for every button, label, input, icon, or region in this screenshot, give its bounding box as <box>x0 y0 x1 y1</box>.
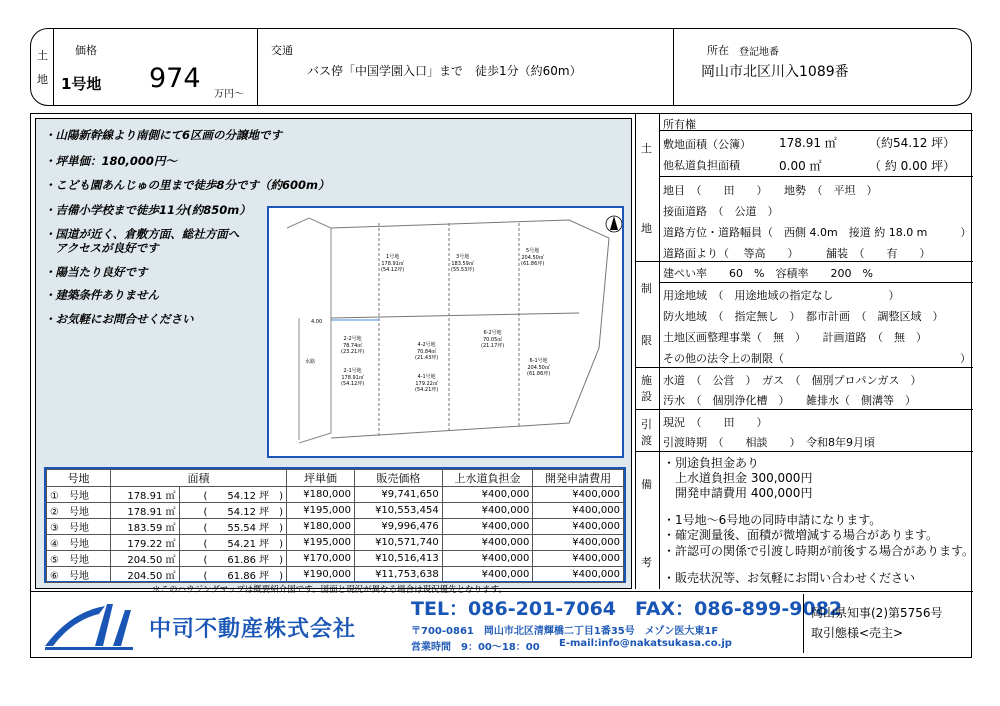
property-details <box>635 114 973 589</box>
tsubo-cell: ( 54.21 坪 ) <box>179 535 287 551</box>
lot-no-cell: ① 号地 <box>47 487 111 503</box>
business-hours: 営業時間 9：00～18：00 <box>411 642 540 653</box>
area-cell: 204.50 ㎡ <box>111 567 180 583</box>
price-cell: ¥9,741,650 <box>355 487 443 503</box>
dev-fee-cell: ¥400,000 <box>533 567 624 583</box>
unit-price-cell: ¥180,000 <box>287 487 355 503</box>
price-unit: 万円～ <box>214 89 244 100</box>
area-cell: 179.22 ㎡ <box>111 535 180 551</box>
feature-item: ・山陽新幹線より南側にて6区画の分譲地です <box>44 128 282 142</box>
divider <box>635 261 973 262</box>
divider <box>635 409 973 410</box>
lot-no-cell: ④ 号地 <box>47 535 111 551</box>
tsubo-cell: ( 54.12 坪 ) <box>179 503 287 519</box>
price-value: 974 <box>149 63 201 94</box>
section-label: 備 <box>641 478 652 491</box>
dev-fee-cell: ¥400,000 <box>533 503 624 519</box>
water-gas: 水道 （ 公営 ） ガス （ 個別プロパンガス ） <box>663 374 922 387</box>
table-row <box>47 487 624 503</box>
table-row <box>47 567 624 583</box>
tsubo-cell: ( 55.54 坪 ) <box>179 519 287 535</box>
contact-email: E-mail:info@nakatsukasa.co.jp <box>559 638 732 649</box>
other-laws: その他の法令上の制限（ ） <box>663 352 971 365</box>
water-fee-cell: ¥400,000 <box>442 567 533 583</box>
sewer: 汚水 （ 個別浄化槽 ） 雑排水（ 側溝等 ） <box>663 394 916 407</box>
water-fee-cell: ¥400,000 <box>442 503 533 519</box>
area-cell: 204.50 ㎡ <box>111 551 180 567</box>
lot-no-cell: ⑤ 号地 <box>47 551 111 567</box>
feature-item: ・坪単価：180,000円～ <box>44 154 177 168</box>
area-cell: 178.91 ㎡ <box>111 487 180 503</box>
road-direction: 道路方位・道路幅員（ 西側 4.0m 接道 約 18.0 m ） <box>663 226 972 239</box>
feature-item: ・吉備小学校まで徒歩11分(約850m） <box>44 203 251 217</box>
feature-item: アクセスが良好です <box>44 241 159 255</box>
column-header: 坪単価 <box>287 470 355 487</box>
tsubo-cell: ( 54.12 坪 ) <box>179 487 287 503</box>
remark-line: ・別途負担金あり <box>663 456 760 470</box>
lot-no-cell: ③ 号地 <box>47 519 111 535</box>
water-fee-cell: ¥400,000 <box>442 535 533 551</box>
location-sublabel: 登記地番 <box>739 47 779 58</box>
private-road-area: 0.00 ㎡ <box>779 159 822 173</box>
private-road-tsubo: （ 約 0.00 坪） <box>869 159 956 173</box>
road-height: 道路面より（ 等高 ） 舗装 （ 有 ） <box>663 247 931 260</box>
divider <box>659 130 973 131</box>
column-header: 販売価格 <box>355 470 443 487</box>
price-cell: ¥10,553,454 <box>355 503 443 519</box>
access-value: バス停「中国学園入口」まで 徒歩1分（約60m） <box>307 64 582 78</box>
current-status: 現況 （ 田 ） <box>663 416 768 429</box>
dev-fee-cell: ¥400,000 <box>533 487 624 503</box>
section-label: 施 <box>641 374 652 387</box>
company-logo-icon <box>43 600 135 652</box>
section-label: 限 <box>641 334 652 347</box>
feature-item: ・こども園あんじゅの里まで徒歩8分です（約600m） <box>44 178 330 192</box>
remark-line: ・1号地～6号地の同時申請になります。 <box>663 513 882 527</box>
license-number: 岡山県知事(2)第5756号 <box>811 606 943 620</box>
lot-no-cell: ② 号地 <box>47 503 111 519</box>
price-table <box>44 467 626 583</box>
lot-label: 6-1号地 204.50㎡ (61.86坪) <box>527 358 551 377</box>
tsubo-cell: ( 61.86 坪 ) <box>179 551 287 567</box>
lot-label: 2-1号地 178.91㎡ (54.12坪) <box>341 368 365 387</box>
divider <box>659 176 973 177</box>
company-footer <box>31 591 973 657</box>
divider <box>257 29 258 105</box>
dev-fee-cell: ¥400,000 <box>533 551 624 567</box>
road-label: 水路 <box>305 359 316 365</box>
price-label: 価格 <box>75 44 97 57</box>
lot-label: 2-2号地 78.74㎡ (23.21坪) <box>341 336 365 355</box>
land-category: 地目 （ 田 ） 地勢 （ 平坦 ） <box>663 184 878 197</box>
dev-fee-cell: ¥400,000 <box>533 535 624 551</box>
readjustment: 土地区画整理事業（ 無 ） 計画道路 （ 無 ） <box>663 331 927 344</box>
header-box <box>30 28 972 106</box>
unit-price-cell: ¥190,000 <box>287 567 355 583</box>
location-value: 岡山市北区川入1089番 <box>701 64 849 80</box>
divider <box>673 29 674 105</box>
remark-line: 開発申請費用 400,000円 <box>663 486 813 500</box>
price-cell: ¥11,753,638 <box>355 567 443 583</box>
table-header-row <box>47 470 624 487</box>
remark-line: 上水道負担金 300,000円 <box>663 471 813 485</box>
ownership: 所有権 <box>663 118 696 131</box>
zoning: 用途地域 （ 用途地域の指定なし ） <box>663 289 900 302</box>
lot-label: 1号地 178.91㎡ (54.12坪) <box>381 254 405 273</box>
unit-price-cell: ¥180,000 <box>287 519 355 535</box>
divider <box>635 114 636 589</box>
location-label: 所在 <box>707 44 729 57</box>
water-fee-cell: ¥400,000 <box>442 551 533 567</box>
dev-fee-cell: ¥400,000 <box>533 519 624 535</box>
lot-label: 4-2号地 70.84㎡ (21.43坪) <box>415 342 439 361</box>
site-map <box>267 206 624 458</box>
price-cell: ¥10,516,413 <box>355 551 443 567</box>
fire-zone: 防火地域 （ 指定無し ） 都市計画 （ 調整区域 ） <box>663 310 944 323</box>
feature-item: ・陽当たり良好です <box>44 265 148 279</box>
contact-phone: TEL：086-201-7064 FAX：086-899-9082 <box>411 598 843 620</box>
trade-type: 取引態様<売主> <box>811 626 904 640</box>
divider <box>53 29 54 105</box>
lot-label: 3号地 183.59㎡ (55.53坪) <box>451 254 475 273</box>
divider <box>659 114 660 589</box>
section-label: 土 <box>641 142 652 155</box>
main-box <box>30 113 975 658</box>
section-label: 渡 <box>641 434 652 447</box>
divider <box>803 594 804 653</box>
lot-no-cell: ⑥ 号地 <box>47 567 111 583</box>
divider <box>635 451 973 452</box>
site-tsubo: （約54.12 坪） <box>869 136 956 150</box>
column-header: 面積 <box>111 470 287 487</box>
table-row <box>47 519 624 535</box>
price-cell: ¥10,571,740 <box>355 535 443 551</box>
company-address: 〒700-0861 岡山市北区清輝橋二丁目1番35号 メゾン医大東1F <box>411 626 719 637</box>
map-disclaimer: ＊このハウジングマップは概要紹介図です。図面と現況が異なる場合は現況優先となります。 <box>152 585 507 595</box>
water-fee-cell: ¥400,000 <box>442 519 533 535</box>
column-header: 開発申請費用 <box>533 470 624 487</box>
divider <box>635 367 973 368</box>
section-label: 考 <box>641 556 652 569</box>
price-table-grid <box>46 469 624 583</box>
section-label: 設 <box>641 390 652 403</box>
feature-item: ・国道が近く、倉敷方面、総社方面へ <box>44 227 240 241</box>
column-header: 上水道負担金 <box>442 470 533 487</box>
unit-price-cell: ¥170,000 <box>287 551 355 567</box>
column-header: 号地 <box>47 470 111 487</box>
lot-plan-svg <box>269 208 622 456</box>
features-panel <box>35 118 632 595</box>
remark-line: ・販売状況等、お気軽にお問い合わせください <box>663 571 916 585</box>
lot-label: 5号地 204.50㎡ (61.86坪) <box>521 248 545 267</box>
area-cell: 178.91 ㎡ <box>111 503 180 519</box>
unit-price-cell: ¥195,000 <box>287 535 355 551</box>
lot-label: 1号地 <box>61 75 102 93</box>
feature-item: ・建築条件ありません <box>44 288 159 302</box>
section-label: 地 <box>641 222 652 235</box>
remark-line: ・許認可の関係で引渡し時期が前後する場合があります。 <box>663 544 975 558</box>
coverage-ratio: 建ぺい率 60 % 容積率 200 % <box>663 267 873 280</box>
lot-label: 4-1号地 179.22㎡ (54.21坪) <box>415 374 439 393</box>
feature-item: ・お気軽にお問合せください <box>44 312 194 326</box>
kind-label: 地 <box>37 73 48 86</box>
section-label: 引 <box>641 418 652 431</box>
site-area: 178.91 ㎡ <box>779 136 837 150</box>
table-row <box>47 535 624 551</box>
site-area-label: 敷地面積（公簿） <box>663 138 751 151</box>
section-label: 制 <box>641 282 652 295</box>
area-cell: 183.59 ㎡ <box>111 519 180 535</box>
water-fee-cell: ¥400,000 <box>442 487 533 503</box>
lot-label: 6-2号地 70.05㎡ (21.17坪) <box>481 330 505 349</box>
road-width: 4.00 <box>311 319 323 325</box>
unit-price-cell: ¥195,000 <box>287 503 355 519</box>
company-name: 中司不動産株式会社 <box>149 617 357 642</box>
road-contact: 接面道路 （ 公道 ） <box>663 205 779 218</box>
private-road-label: 他私道負担面積 <box>663 159 740 172</box>
transfer-time: 引渡時期 （ 相談 ） 令和8年9月頃 <box>663 436 875 449</box>
kind-label: 土 <box>37 49 48 62</box>
access-label: 交通 <box>271 44 293 57</box>
tsubo-cell: ( 61.86 坪 ) <box>179 567 287 583</box>
divider <box>659 282 973 283</box>
table-row <box>47 503 624 519</box>
remark-line: ・確定測量後、面積が微増減する場合があります。 <box>663 528 939 542</box>
price-cell: ¥9,996,476 <box>355 519 443 535</box>
table-row <box>47 551 624 567</box>
